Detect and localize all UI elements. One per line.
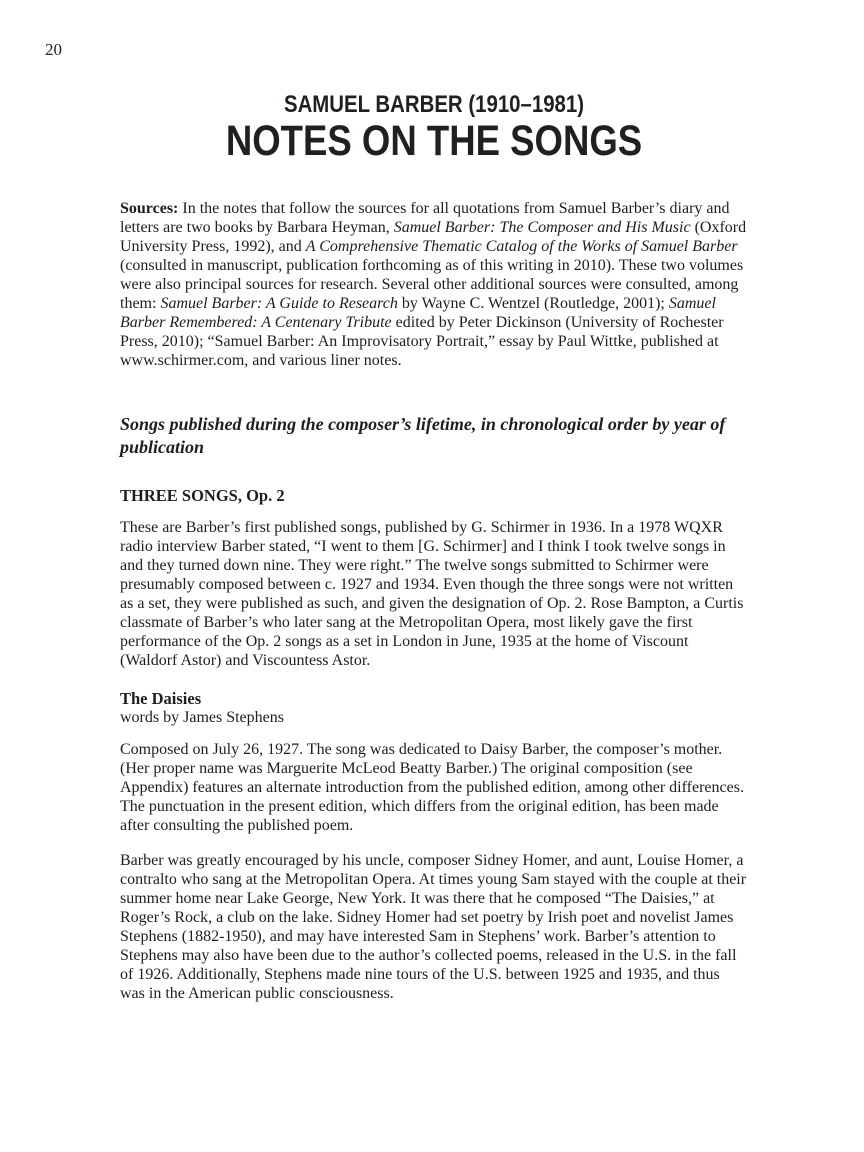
opus-intro-paragraph: These are Barber’s first published songs, published by G. Schirmer in 1936. In a 1978 WQXR radio interview Barber stated, “I went to them [G. Schirmer] and I think I took twelve songs in and they turned down nine. They were right.” The twelve songs submitted to Schirmer were presumably composed between c. 1927 and 1934. Even though the three songs were not written as a set, they were published as such, and given the designation of Op. 2. Rose Bampton, a Curtis classmate of Barber’s who later sang at the Metropolitan Opera, most likely gave the first performance of the Op. 2 songs as a set in London in June, 1935 at the home of Viscount (Waldorf Astor) and Viscountess Astor. (120, 519, 744, 669)
composer-heading: SAMUEL BARBER (1910–1981) (283, 91, 585, 118)
song-paragraph: Composed on July 26, 1927. The song was dedicated to Daisy Barber, the composer’s mother. (Her proper name was Marguerite McLeod Beatty Barber.) The original composition (see Appendix) features an alternate introduction from the published edition, among other differences. The punctuation in the present edition, which differs from the original edition, has been made after consulting the published poem. (120, 741, 744, 834)
song-byline: words by James Stephens (120, 709, 284, 726)
section-heading: Songs published during the composer’s lifetime, in chronological order by year of publication (120, 414, 726, 457)
page-number: 20 (45, 40, 62, 59)
page-title: NOTES ON THE SONGS (225, 117, 643, 165)
song-paragraph: Barber was greatly encouraged by his uncle, composer Sidney Homer, and aunt, Louise Homer, a contralto who sang at the Metropolitan Opera. At times young Sam stayed with the couple at their summer home near Lake George, New York. It was there that he composed “The Daisies,” at Roger’s Rock, a club on the lake. Sidney Homer had set poetry by Irish poet and novelist James Stephens (1882-1950), and may have interested Sam in Stephens’ work. Barber’s attention to Stephens may also have been due to the author’s collected poems, released in the U.S. in the fall of 1926. Additionally, Stephens made nine tours of the U.S. between 1925 and 1935, and thus was in the American public consciousness. (120, 852, 747, 1002)
page-content (120, 0, 748, 1019)
page-header (120, 92, 748, 163)
opus-heading: THREE SONGS, Op. 2 (120, 486, 285, 505)
song-title: The Daisies (120, 689, 202, 708)
sources-paragraph: Sources: In the notes that follow the sources for all quotations from Samuel Barber’s diary and letters are two books by Barbara Heyman, Samuel Barber: The Composer and His Music (Oxford University Press, 1992), and A Comprehensive Thematic Catalog of the Works of Samuel Barber (consulted in manuscript, publication forthcoming as of this writing in 2010). These two volumes were also principal sources for research. Several other additional sources were consulted, among them: Samuel Barber: A Guide to Research by Wayne C. Wentzel (Routledge, 2001); Samuel Barber Remembered: A Centenary Tribute edited by Peter Dickinson (University of Rochester Press, 2010); “Samuel Barber: An Improvisatory Portrait,” essay by Paul Wittke, published at www.schirmer.com, and various liner notes. (120, 200, 747, 369)
